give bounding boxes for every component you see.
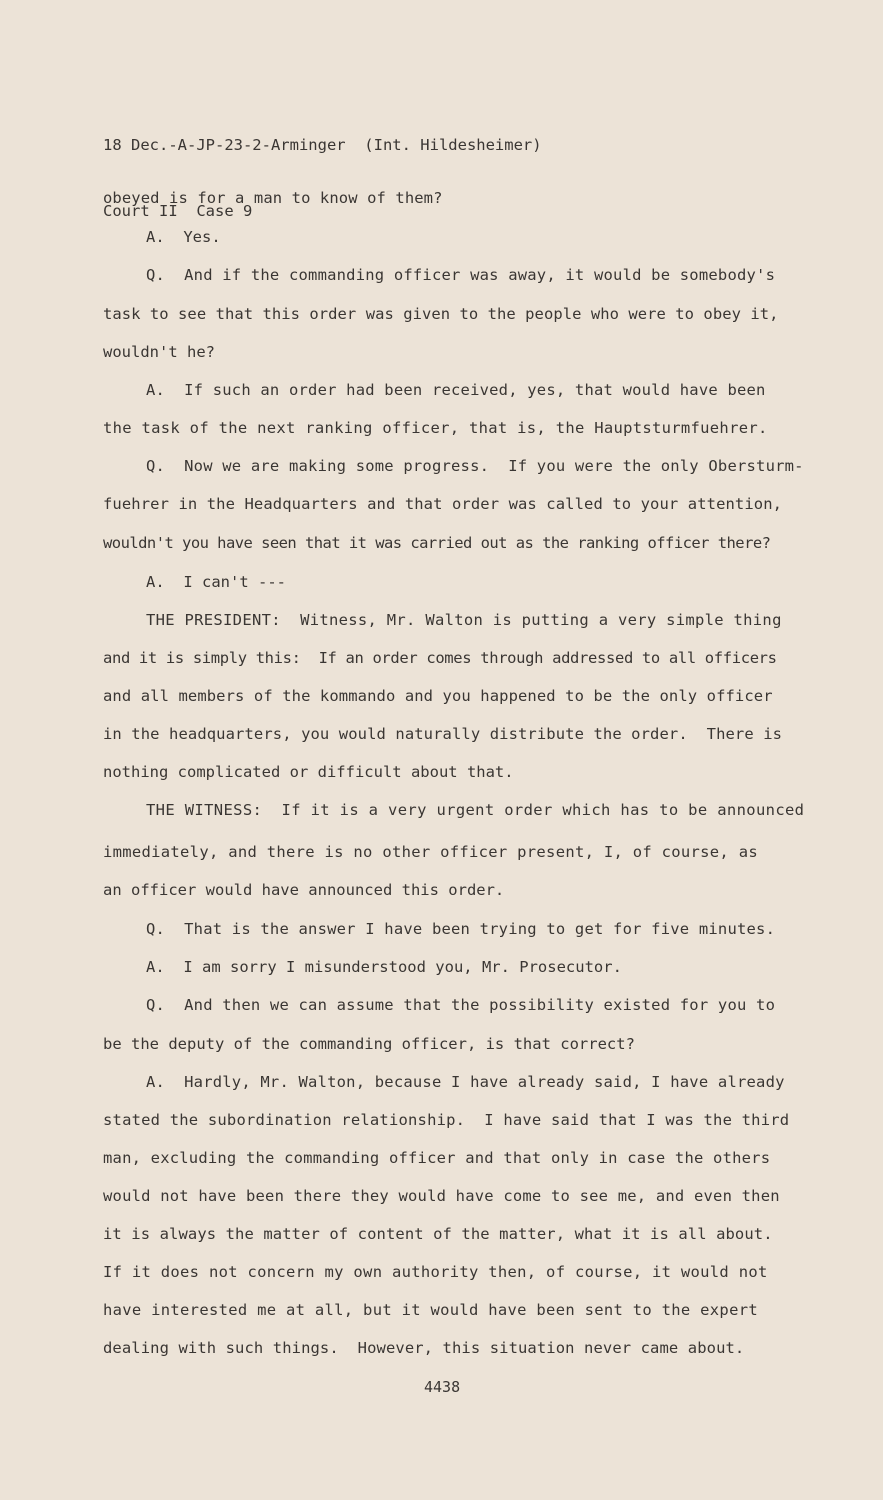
text-line: THE WITNESS: If it is a very urgent order which has to be announced bbox=[146, 801, 805, 819]
text-line: and it is simply this: If an order comes through addressed to all officers bbox=[103, 649, 777, 667]
text-line: THE PRESIDENT: Witness, Mr. Walton is putting a very simple thing bbox=[146, 611, 782, 629]
text-line: immediately, and there is no other officer present, I, of course, as bbox=[103, 843, 758, 861]
text-line: Q. And if the commanding officer was away, it would be somebody's bbox=[146, 266, 776, 284]
text-line: in the headquarters, you would naturally distribute the order. There is bbox=[103, 725, 783, 743]
text-line: A. I can't --- bbox=[146, 573, 286, 591]
text-line: obeyed is for a man to know of them? bbox=[103, 189, 443, 207]
text-line: wouldn't he? bbox=[103, 343, 215, 361]
text-line: nothing complicated or difficult about that. bbox=[103, 763, 514, 781]
text-line: it is always the matter of content of the matter, what it is all about. bbox=[103, 1225, 773, 1243]
text-line: stated the subordination relationship. I have said that I was the third bbox=[103, 1111, 790, 1129]
text-line: A. If such an order had been received, yes, that would have been bbox=[146, 381, 766, 399]
header-line-2: Court II Case 9 bbox=[103, 202, 253, 220]
text-line: and all members of the kommando and you happened to be the only officer bbox=[103, 687, 773, 705]
text-line: task to see that this order was given to the people who were to obey it, bbox=[103, 305, 779, 323]
text-line: fuehrer in the Headquarters and that order was called to your attention, bbox=[103, 495, 783, 513]
text-line: dealing with such things. However, this situation never came about. bbox=[103, 1339, 745, 1357]
text-line: Q. And then we can assume that the possibility existed for you to bbox=[146, 996, 776, 1014]
text-line: Q. Now we are making some progress. If you were the only Obersturm- bbox=[146, 457, 804, 475]
text-line: be the deputy of the commanding officer, is that correct? bbox=[103, 1035, 635, 1053]
text-line: have interested me at all, but it would have been sent to the expert bbox=[103, 1301, 758, 1319]
text-line: would not have been there they would have come to see me, and even then bbox=[103, 1187, 780, 1205]
text-line: wouldn't you have seen that it was carried out as the ranking officer there? bbox=[103, 534, 771, 552]
text-line: the task of the next ranking officer, that is, the Hauptsturmfuehrer. bbox=[103, 419, 768, 437]
text-line: A. I am sorry I misunderstood you, Mr. Prosecutor. bbox=[146, 958, 622, 976]
text-line: an officer would have announced this order. bbox=[103, 881, 505, 899]
page-number: 4438 bbox=[424, 1378, 461, 1396]
text-line: A. Yes. bbox=[146, 228, 221, 246]
text-line: Q. That is the answer I have been trying to get for five minutes. bbox=[146, 920, 776, 938]
text-line: man, excluding the commanding officer and that only in case the others bbox=[103, 1149, 771, 1167]
text-line: If it does not concern my own authority then, of course, it would not bbox=[103, 1263, 768, 1281]
text-line: A. Hardly, Mr. Walton, because I have already said, I have already bbox=[146, 1073, 785, 1091]
header-line-1: 18 Dec.-A-JP-23-2-Arminger (Int. Hildesheimer) bbox=[103, 136, 542, 154]
